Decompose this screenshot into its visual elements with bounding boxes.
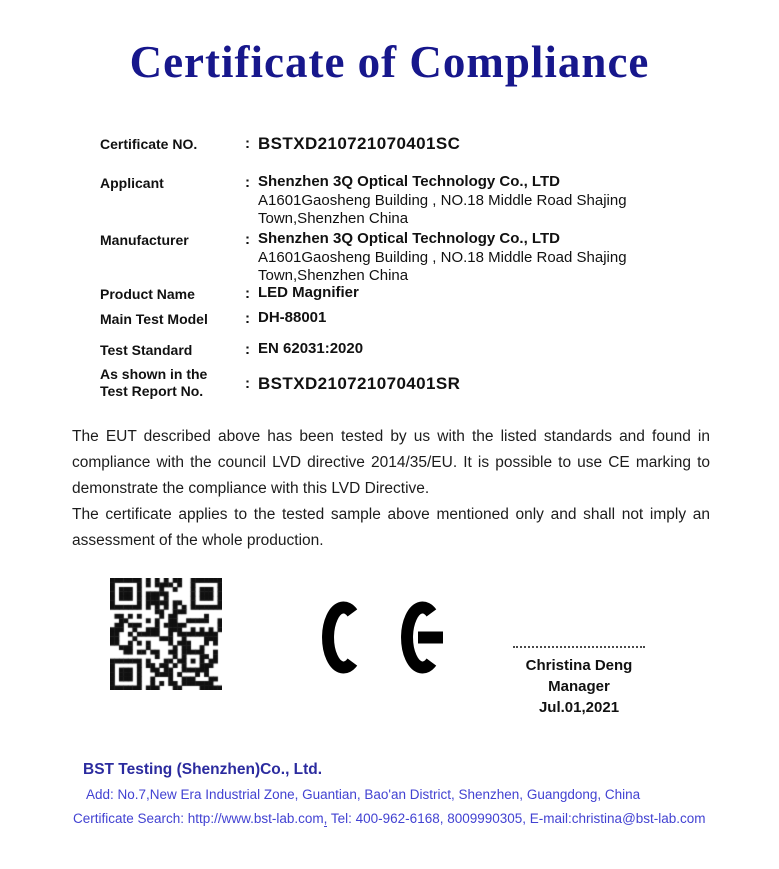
test-report-label-line2: Test Report No. [100,383,204,399]
manufacturer-label: Manufacturer [100,232,189,248]
applicant-label: Applicant [100,175,164,191]
signature-block [496,640,662,718]
ce-mark-icon [322,602,443,673]
certificate-search-label: Certificate Search: [73,811,188,826]
signer-name: Christina Deng [525,657,633,674]
field-row-manufacturer [100,230,724,286]
field-colon: : [245,375,250,392]
field-colon: : [245,174,250,191]
field-colon: : [245,285,250,302]
field-row-product-name [100,284,724,303]
field-colon: : [245,231,250,248]
certificate-no-label: Certificate NO. [100,136,198,152]
field-row-main-test-model [100,309,724,328]
compliance-statement [72,424,710,554]
footer-contact-text: Tel: 400-962-6168, 8009990305, E-mail:christina@bst-lab.com [327,811,706,826]
test-standard-value: EN 62031:2020 [258,340,364,357]
field-colon: : [245,135,250,152]
field-row-test-standard [100,340,724,359]
product-name-label: Product Name [100,286,195,302]
footer-certificate-search-line [73,811,706,826]
footer-company-name: BST Testing (Shenzhen)Co., Ltd. [83,761,323,778]
certificate-number-value: BSTXD210721070401SC [258,134,461,153]
test-standard-label: Test Standard [100,342,193,358]
signature-date: Jul.01,2021 [538,699,620,716]
field-row-applicant [100,173,724,229]
test-report-label-line1: As shown in the [100,366,208,382]
certificate-search-url-link[interactable]: http://www.bst-lab.com [187,811,324,826]
product-name-value: LED Magnifier [258,284,359,301]
field-colon: : [245,341,250,358]
manufacturer-address-line2: Town,Shenzhen China [258,267,409,284]
manufacturer-company: Shenzhen 3Q Optical Technology Co., LTD [258,230,560,247]
qr-code [110,578,222,690]
main-test-model-value: DH-88001 [258,309,327,326]
footer-comma: , [323,811,328,826]
signature-dotted-line [513,640,645,648]
field-row-certificate-no [100,134,724,153]
test-report-number-value: BSTXD210721070401SR [258,373,461,393]
manufacturer-address-line1: A1601Gaosheng Building , NO.18 Middle Road Shajing [258,248,627,266]
applicant-address-line2: Town,Shenzhen China [258,210,409,227]
signer-title: Manager [548,678,610,695]
applicant-company: Shenzhen 3Q Optical Technology Co., LTD [258,173,560,190]
main-test-model-label: Main Test Model [100,311,208,327]
field-row-test-report-no [100,366,724,400]
compliance-paragraph-2: The certificate applies to the tested sample above mentioned only and shall not imply an assessment of the whole production. [72,506,710,549]
footer-address: Add: No.7,New Era Industrial Zone, Guantian, Bao'an District, Shenzhen, Guangdong, China [86,787,641,802]
page-title: Certificate of Compliance [129,37,650,87]
applicant-address-line1: A1601Gaosheng Building , NO.18 Middle Road Shajing [258,191,627,209]
field-colon: : [245,310,250,327]
compliance-paragraph-1: The EUT described above has been tested by us with the listed standards and found in compliance with the council LVD directive 2014/35/EU. It is possible to use CE marking to demonstrate the compliance with this LVD Directive. [72,428,710,497]
